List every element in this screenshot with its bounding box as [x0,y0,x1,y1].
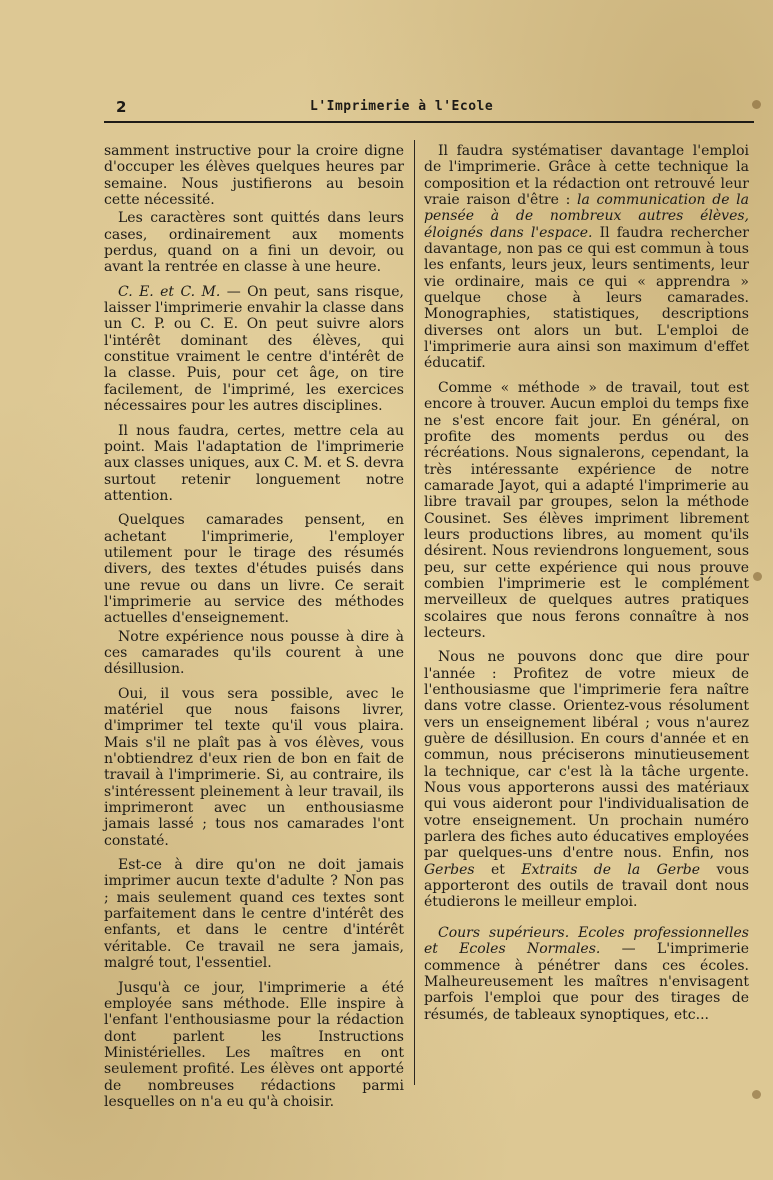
paragraph: Jusqu'à ce jour, l'imprimerie a été employée sans méthode. Elle inspire à l'enfant l'enthousiasme pour la rédaction dont parlent les Instructions Ministérielles. Les maîtres en ont seulement profité. Les élèves ont apporté de nombreuses rédactions parmi lesquelles on n'a eu qu'à choisir. [104,979,404,1110]
section-lead: C. E. et C. M. [118,283,221,300]
paragraph [424,143,749,372]
page-number: 2 [116,98,128,116]
paragraph [424,649,749,911]
paragraph [424,925,749,1023]
paragraph-text: Nous ne pouvons donc que dire pour l'année : Profitez de votre mieux de l'enthousiasme que l'imprimerie fera naître dans votre classe. Orientez-vous résolument vers un enseignement libéral ; vous n'aurez guère de désillusion. En cours d'année et en commun, nous préciserons minutieusement la technique, car c'est là la tâche urgente. Nous vous apporterons aussi des matériaux qui vous aideront pour l'individualisation de votre enseignement. Un prochain numéro parlera des fiches auto éducatives employées par quelques-uns d'entre nous. Enfin, nos [424,649,749,862]
left-column [104,143,404,1112]
paragraph [104,284,404,415]
paragraph-text: — L'imprimerie commence à pénétrer dans ces écoles. Malheureusement les maîtres n'envisagent parfois l'emploi que pour des tirages de résumés, de tableaux synoptiques, etc... [424,941,749,1023]
binding-hole [753,572,762,581]
right-column [424,143,749,1025]
page-header [104,98,754,120]
paragraph-text: vous apporteront des outils de travail dont nous étudierons le meilleur emploi. [424,861,749,911]
running-title: L'Imprimerie à l'Ecole [310,99,494,114]
emphasis: Gerbes [424,861,475,878]
binding-hole [752,100,761,109]
emphasis: Extraits de la Gerbe [521,861,701,878]
paragraph: Comme « méthode » de travail, tout est encore à trouver. Aucun emploi du temps fixe ne s'est encore fait jour. En général, on profite des moments perdus ou des récréations. Nous signalerons, cependant, la très intéressante expérience de notre camarade Jayot, qui a adapté l'imprimerie au libre travail par groupes, selon la méthode Cousinet. Ses élèves impriment librement leurs productions libres, au moment qu'ils désirent. Nous reviendrons longuement, sous peu, sur cette expérience qui nous prouve combien l'imprimerie est le complément merveilleux de quelques autres pratiques scolaires que nous ferons connaître à nos lecteurs. [424,379,749,641]
paragraph-text: Il faudra systématiser davantage l'emploi de l'imprimerie. Grâce à cette technique la composition et la rédaction ont retrouvé leur vraie raison d'être : [424,143,749,209]
paragraph: Est-ce à dire qu'on ne doit jamais imprimer aucun texte d'adulte ? Non pas ; mais seulement quand ces textes sont parfaitement dans le centre d'intérêt des enfants, et dans le centre d'intérêt véritable. Ce travail ne sera jamais, malgré tout, l'essentiel. [104,857,404,972]
paragraph: Il nous faudra, certes, mettre cela au point. Mais l'adaptation de l'imprimerie aux classes uniques, aux C. M. et S. devra surtout retenir longuement notre attention. [104,422,404,504]
binding-hole [752,1090,761,1099]
paragraph: Oui, il vous sera possible, avec le matériel que nous faisons livrer, d'imprimer tel texte qu'il vous plaira. Mais s'il ne plaît pas à vos élèves, vous n'obtiendrez d'eux rien de bon en fait de travail à l'imprimerie. Si, au contraire, ils s'intéressent pleinement à leur travail, ils imprimeront avec un enthousiasme jamais lassé ; tous nos camarades l'ont constaté. [104,685,404,849]
paragraph: Notre expérience nous pousse à dire à ces camarades qu'ils courent à une désillusion. [104,628,404,678]
paragraph-text: Il faudra rechercher davantage, non pas ce qui est commun à tous les enfants, leurs jeux, leurs sentiments, leur vie ordinaire, mais ce qui « apprendra » quelque chose à leurs camarades. Monographies, statistiques, descriptions diverses ont alors un but. L'emploi de l'imprimerie aura ainsi son maximum d'effet éducatif. [424,224,749,372]
column-divider [414,140,415,1085]
paragraph: Quelques camarades pensent, en achetant l'imprimerie, l'employer utilement pour le tirage des résumés divers, des textes d'études puisés dans une revue ou dans un livre. Ce serait l'imprimerie au service des méthodes actuelles d'enseignement. [104,512,404,627]
paragraph-text: et [474,861,522,878]
paragraph: samment instructive pour la croire digne d'occuper les élèves quelques heures par semaine. Nous justifierons au besoin cette nécessité. [104,143,404,209]
paragraph: Les caractères sont quittés dans leurs cases, ordinairement aux moments perdus, quand on a fini un devoir, ou avant la rentrée en classe à une heure. [104,210,404,276]
paragraph-text: — On peut, sans risque, laisser l'imprimerie envahir la classe dans un C. P. ou C. E. On peut suivre alors l'intérêt dominant des élèves, qui constitue vraiment le centre d'intérêt de la classe. Puis, pour cet âge, on tire facilement, de l'imprimé, les exercices nécessaires pour les autres disciplines. [104,283,404,415]
emphasis: la communication de la pensée à de nombreux autres élèves, éloignés dans l'espace. [424,192,749,241]
header-rule [104,121,754,123]
section-lead: Cours supérieurs. Ecoles professionnelles et Ecoles Normales. [424,924,749,958]
